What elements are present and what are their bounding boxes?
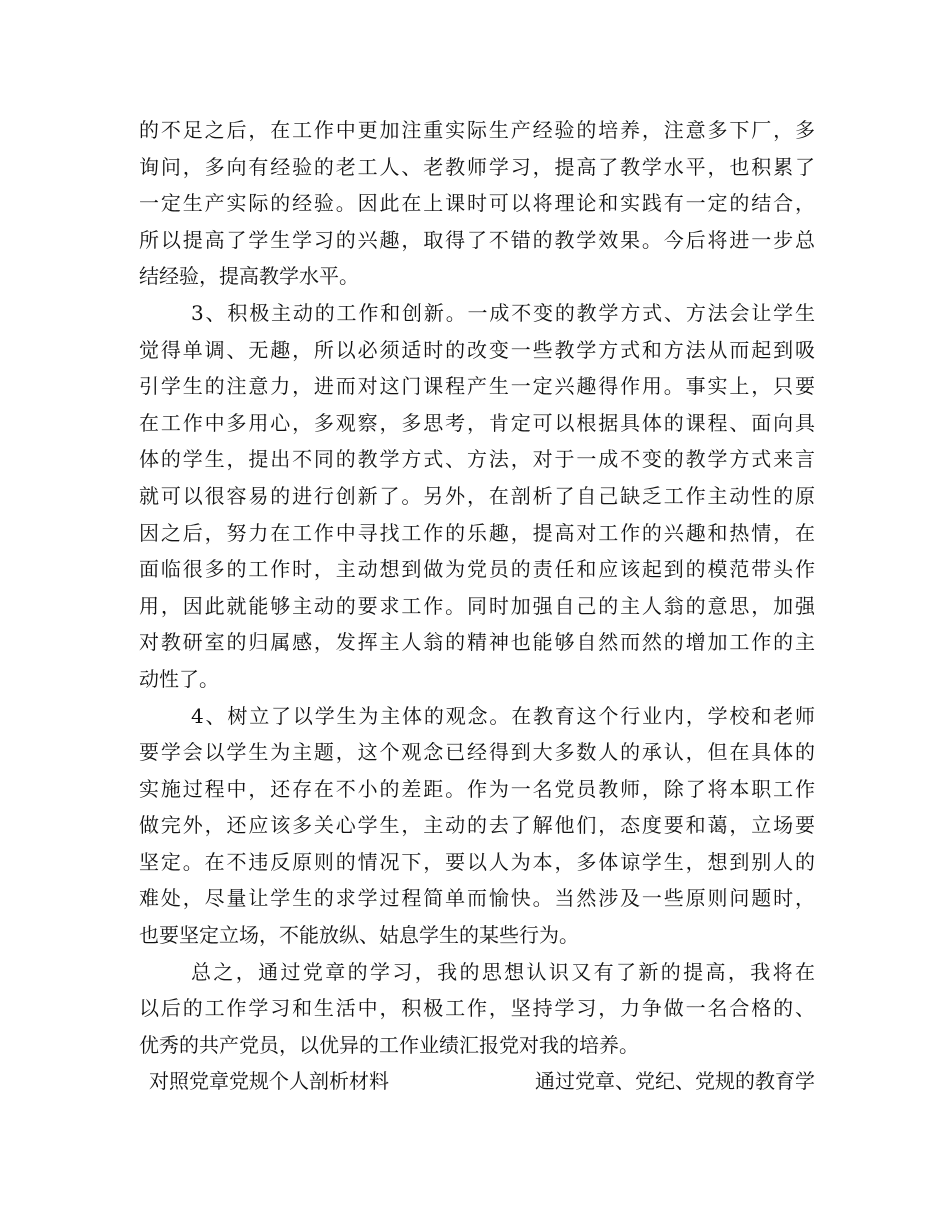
paragraph-line: 实施过程中，还存在不小的差距。作为一名党员教师，除了将本职工作 — [139, 776, 815, 801]
paragraph-line: 觉得单调、无趣，所以必须适时的改变一些教学方式和方法从而起到吸 — [139, 337, 815, 362]
document-body — [139, 112, 815, 1100]
paragraph-line: 就可以很容易的进行创新了。另外，在剖析了自己缺乏工作主动性的原 — [139, 483, 815, 508]
section-continuation-text: 通过党章、党纪、党规的教育学 — [535, 1069, 815, 1094]
paragraph-line: 也要坚定立场，不能放纵、姑息学生的某些行为。 — [139, 923, 579, 948]
paragraph-line: 一定生产实际的经验。因此在上课时可以将理论和实践有一定的结合， — [139, 191, 815, 216]
paragraph-line: 引学生的注意力，进而对这门课程产生一定兴趣得作用。事实上，只要 — [139, 374, 815, 399]
paragraph — [139, 698, 815, 954]
paragraph-line: 所以提高了学生学习的兴趣，取得了不错的教学效果。今后将进一步总 — [139, 227, 815, 252]
paragraph-line: 优秀的共产党员，以优异的工作业绩汇报党对我的培养。 — [139, 1032, 639, 1057]
paragraph — [139, 112, 815, 295]
paragraph-line: 以后的工作学习和生活中，积极工作，坚持学习，力争做一名合格的、 — [139, 996, 815, 1021]
paragraph-line: 对教研室的归属感，发挥主人翁的精神也能够自然而然的增加工作的主 — [139, 630, 815, 655]
paragraph — [139, 295, 815, 698]
paragraph — [139, 954, 815, 1064]
paragraph-line: 用，因此就能够主动的要求工作。同时加强自己的主人翁的意思，加强 — [139, 593, 815, 618]
paragraph-line: 3、积极主动的工作和创新。一成不变的教学方式、方法会让学生 — [191, 300, 815, 325]
paragraph-line: 难处，尽量让学生的求学过程简单而愉快。当然涉及一些原则问题时， — [139, 886, 815, 911]
paragraph-line: 做完外，还应该多关心学生，主动的去了解他们，态度要和蔼，立场要 — [139, 813, 815, 838]
paragraph-line: 结经验，提高教学水平。 — [139, 264, 359, 289]
paragraph-line: 的不足之后，在工作中更加注重实际生产经验的培养，注意多下厂，多 — [139, 118, 815, 142]
section-title: 对照党章党规个人剖析材料 — [149, 1069, 389, 1094]
paragraph-line: 动性了。 — [139, 666, 219, 691]
paragraph-line: 4、树立了以学生为主体的观念。在教育这个行业内，学校和老师 — [191, 703, 815, 728]
paragraph-line: 体的学生，提出不同的教学方式、方法，对于一成不变的教学方式来言 — [139, 447, 815, 472]
footer-line — [139, 1063, 815, 1100]
paragraph-line: 询问，多向有经验的老工人、老教师学习，提高了教学水平，也积累了 — [139, 154, 815, 179]
paragraph-line: 要学会以学生为主题，这个观念已经得到大多数人的承认，但在具体的 — [139, 740, 815, 765]
paragraph-line: 坚定。在不违反原则的情况下，要以人为本，多体谅学生，想到别人的 — [139, 849, 815, 874]
paragraph-line: 因之后，努力在工作中寻找工作的乐趣，提高对工作的兴趣和热情，在 — [139, 520, 815, 545]
paragraph-line: 面临很多的工作时，主动想到做为党员的责任和应该起到的模范带头作 — [139, 557, 815, 582]
paragraph-line: 在工作中多用心，多观察，多思考，肯定可以根据具体的课程、面向具 — [139, 410, 815, 435]
paragraph-line: 总之，通过党章的学习，我的思想认识又有了新的提高，我将在 — [191, 959, 815, 984]
